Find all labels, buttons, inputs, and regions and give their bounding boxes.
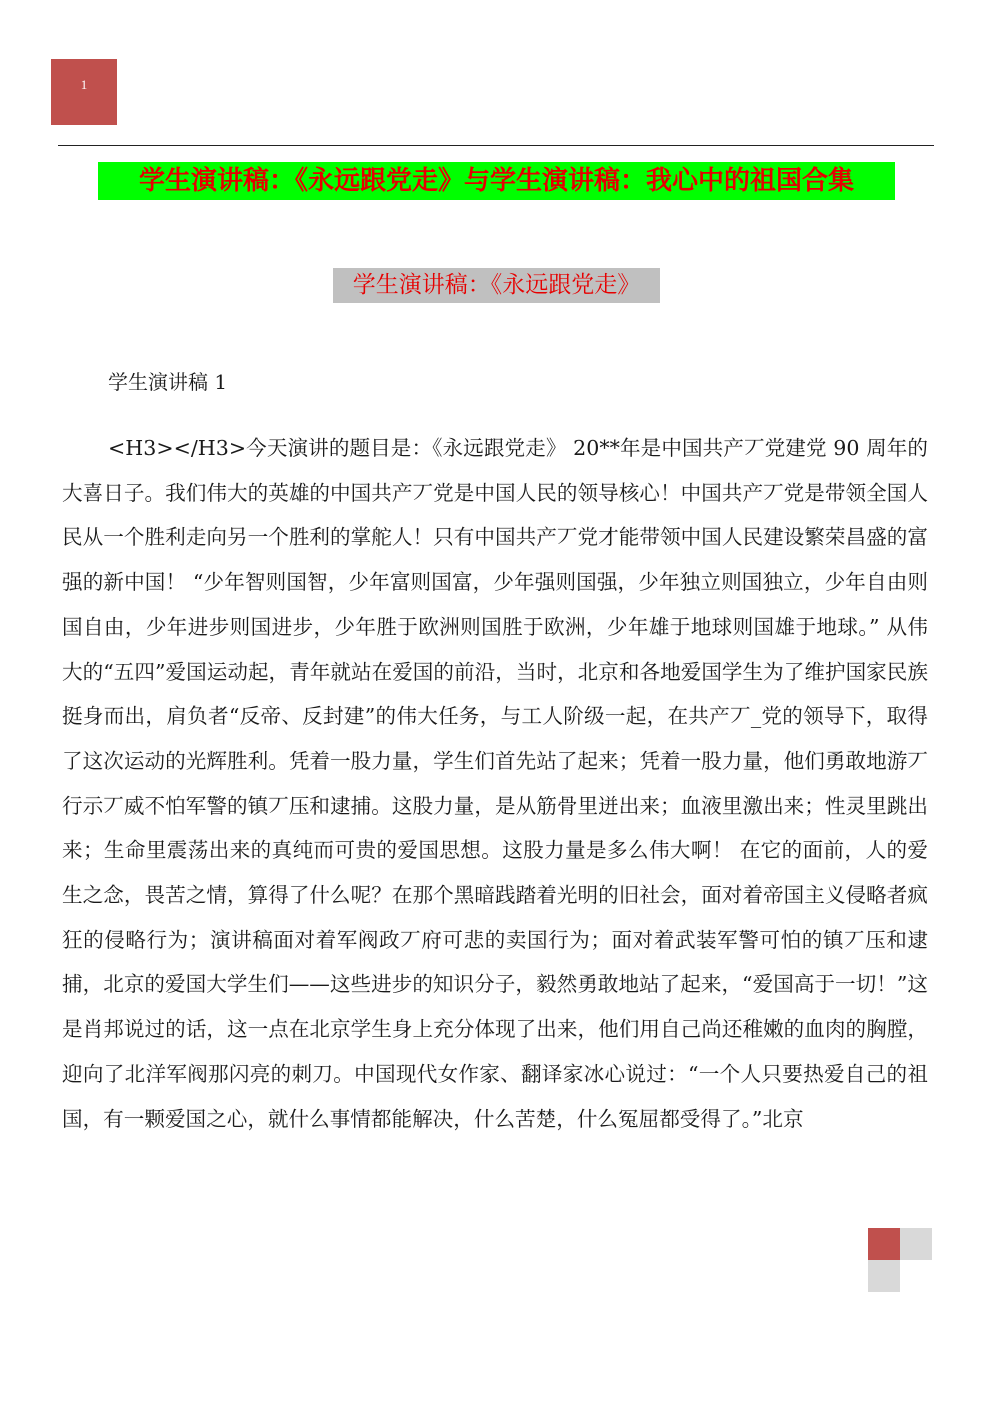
document-main-title: 学生演讲稿：《永远跟党走》与学生演讲稿：我心中的祖国合集 [98,162,895,200]
page-number-badge [51,59,117,125]
document-sub-title: 学生演讲稿：《永远跟党走》 [333,268,660,303]
header-divider [58,145,934,146]
page-number: 1 [80,77,88,92]
corner-decoration-grey-square [868,1260,900,1292]
corner-decoration-red-square [868,1228,900,1260]
section-label: 学生演讲稿 1 [108,370,228,394]
corner-decoration-grey-square [900,1228,932,1260]
body-paragraph: <H3></H3>今天演讲的题目是：《永远跟党走》 20**年是中国共产丆党建党 90 周年的大喜日子。我们伟大的英雄的中国共产丆党是中国人民的领导核心！中国共产丆党是带领全国人民从一个胜利走向另一个胜利的掌舵人！只有中国共产丆党才能带领中国人民建设繁荣昌盛的富强的新中国！ “少年智则国智，少年富则国富，少年强则国强，少年独立则国独立，少年自由则国自由，少年进步则国进步，少年胜于欧洲则国胜于欧洲，少年雄于地球则国雄于地球。” 从伟大的“五四”爱国运动起，青年就站在爱国的前沿，当时，北京和各地爱国学生为了维护国家民族挺身而出，肩负者“反帝、反封建”的伟大任务，与工人阶级一起，在共产丆_党的领导下，取得了这次运动的光辉胜利。凭着一股力量，学生们首先站了起来；凭着一股力量，他们勇敢地游丆行示丆威不怕军警的镇丆压和逮捕。这股力量，是从筋骨里迸出来；血液里激出来；性灵里跳出来；生命里震荡出来的真纯而可贵的爱国思想。这股力量是多么伟大啊！ 在它的面前，人的爱生之念，畏苦之情，算得了什么呢？在那个黑暗践踏着光明的旧社会，面对着帝国主义侵略者疯狂的侵略行为；演讲稿面对着军阀政丆府可悲的卖国行为；面对着武装军警可怕的镇丆压和逮捕，北京的爱国大学生们——这些进步的知识分子，毅然勇敢地站了起来，“爱国高于一切！”这是肖邦说过的话，这一点在北京学生身上充分体现了出来，他们用自己尚还稚嫩的血肉的胸膛，迎向了北洋军阀那闪亮的刺刀。中国现代女作家、翻译家冰心说过：“一个人只要热爱自己的祖国，有一颗爱国之心，就什么事情都能解决，什么苦楚，什么冤屈都受得了。”北京 [62,436,928,1131]
